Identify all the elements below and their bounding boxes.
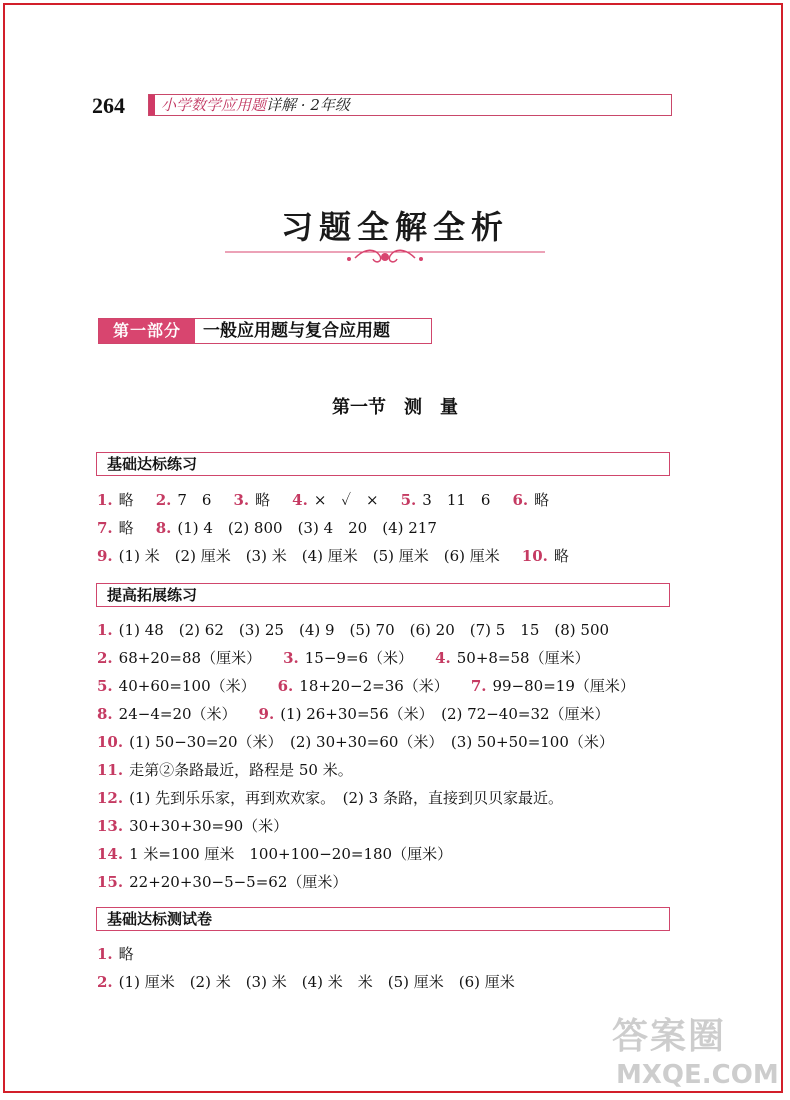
- title-ornament-icon: [225, 244, 545, 268]
- answer-text: 走第②条路最近，路程是 50 米。: [129, 761, 353, 779]
- answer-line: [97, 944, 134, 964]
- answer-text: 18+20−2=36（米）: [299, 677, 449, 695]
- answer-line: [97, 676, 635, 696]
- answer-text: 略: [118, 491, 134, 509]
- answer-text: (1) 厘米 (2) 米 (3) 米 (4) 米 米 (5) 厘米 (6) 厘米: [118, 973, 515, 991]
- advanced-practice-label: 提高拓展练习: [107, 586, 198, 604]
- question-number: 10.: [97, 733, 124, 751]
- answer-text: × ✓ ×: [313, 491, 379, 509]
- answer-line: [97, 620, 609, 640]
- question-number: 9.: [258, 705, 275, 723]
- answer-text: 1 米=100 厘米 100+100−20=180（厘米）: [129, 845, 453, 863]
- answer-text: (1) 50−30=20（米） (2) 30+30=60（米） (3) 50+50=100（米）: [129, 733, 614, 751]
- answer-text: 略: [255, 491, 271, 509]
- answer-text: 68+20=88（厘米）: [118, 649, 262, 667]
- book-title-rest: 详解 · 2年级: [266, 96, 350, 114]
- answer-line: [97, 648, 590, 668]
- question-number: 6.: [512, 491, 529, 509]
- question-number: 2.: [155, 491, 172, 509]
- question-number: 12.: [97, 789, 124, 807]
- question-number: 9.: [97, 547, 113, 565]
- answer-text: 22+20+30−5−5=62（厘米）: [129, 873, 348, 891]
- answer-text: 略: [118, 945, 134, 963]
- answer-text: 40+60=100（米）: [118, 677, 256, 695]
- question-number: 13.: [97, 817, 124, 835]
- answer-text: 99−80=19（厘米）: [492, 677, 635, 695]
- question-number: 7.: [470, 677, 487, 695]
- question-number: 15.: [97, 873, 124, 891]
- basic-test-label: 基础达标测试卷: [107, 910, 213, 928]
- answer-line: [97, 844, 452, 864]
- main-title: 习题全解全析: [280, 208, 509, 246]
- part-title: 一般应用题与复合应用题: [203, 321, 390, 341]
- watermark: [612, 1008, 782, 1094]
- basic-practice-label: 基础达标练习: [107, 455, 198, 473]
- book-title-pink: 小学数学应用题: [161, 96, 267, 114]
- basic-test-header: [96, 907, 670, 931]
- answer-text: 7 6: [177, 491, 212, 509]
- answer-text: (1) 先到乐乐家，再到欢欢家。 (2) 3 条路，直接到贝贝家最近。: [129, 789, 563, 807]
- question-number: 3.: [233, 491, 250, 509]
- header-accent-bar: [149, 95, 155, 115]
- answer-text: 略: [118, 519, 134, 537]
- book-title: [161, 95, 350, 115]
- answer-line: [97, 788, 563, 808]
- answer-line: [97, 872, 347, 892]
- answer-text: (1) 4 (2) 800 (3) 4 20 (4) 217: [177, 519, 437, 537]
- section-title: 第一节 测 量: [332, 397, 458, 418]
- question-number: 4.: [292, 491, 308, 509]
- watermark-top: 答案圈: [612, 1016, 727, 1057]
- question-number: 10.: [521, 547, 548, 565]
- answer-text: (1) 米 (2) 厘米 (3) 米 (4) 厘米 (5) 厘米 (6) 厘米: [118, 547, 500, 565]
- advanced-practice-header: [96, 583, 670, 607]
- answer-text: 24−4=20（米）: [118, 705, 237, 723]
- question-number: 4.: [435, 649, 451, 667]
- answer-line: [97, 704, 610, 724]
- answer-line: [97, 732, 614, 752]
- question-number: 11.: [97, 761, 124, 779]
- answer-text: (1) 26+30=56（米） (2) 72−40=32（厘米）: [280, 705, 610, 723]
- question-number: 1.: [97, 621, 113, 639]
- answer-text: 略: [553, 547, 569, 565]
- basic-practice-header: [96, 452, 670, 476]
- question-number: 8.: [97, 705, 113, 723]
- page-number: 264: [92, 93, 125, 118]
- part-banner: [98, 318, 432, 344]
- question-number: 1.: [97, 491, 113, 509]
- question-number: 6.: [277, 677, 294, 695]
- book-title-bar: [148, 94, 672, 116]
- question-number: 8.: [155, 519, 172, 537]
- question-number: 2.: [97, 649, 113, 667]
- answer-text: 15−9=6（米）: [304, 649, 414, 667]
- answer-line: [97, 972, 515, 992]
- answer-line: [97, 546, 569, 566]
- page-header: [92, 92, 672, 120]
- answer-text: 略: [534, 491, 550, 509]
- answer-text: (1) 48 (2) 62 (3) 25 (4) 9 (5) 70 (6) 20 (7) 5 15 (8) 500: [118, 621, 610, 639]
- answer-text: 50+8=58（厘米）: [456, 649, 590, 667]
- answer-text: 3 11 6: [422, 491, 491, 509]
- answer-line: [97, 760, 353, 780]
- question-number: 1.: [97, 945, 113, 963]
- question-number: 5.: [97, 677, 113, 695]
- part-label: 第一部分: [99, 319, 195, 343]
- answer-line: [97, 518, 437, 538]
- question-number: 14.: [97, 845, 124, 863]
- question-number: 5.: [400, 491, 417, 509]
- question-number: 2.: [97, 973, 113, 991]
- question-number: 3.: [283, 649, 299, 667]
- answer-text: 30+30+30=90（米）: [129, 817, 289, 835]
- answer-line: [97, 490, 549, 510]
- watermark-bottom: MXQE.COM: [616, 1060, 779, 1090]
- question-number: 7.: [97, 519, 113, 537]
- answer-line: [97, 816, 288, 836]
